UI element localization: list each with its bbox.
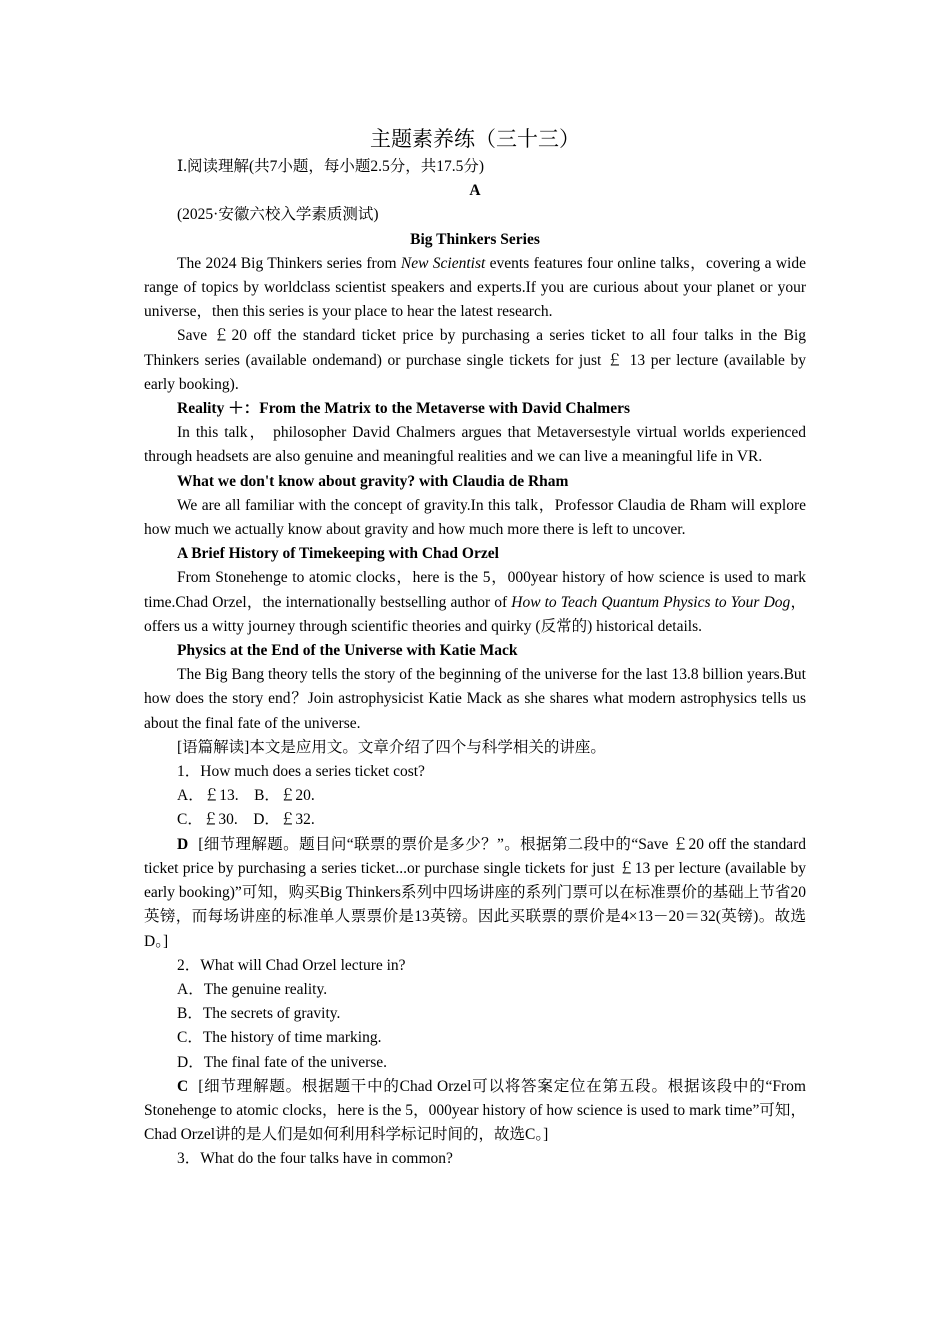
talk2-title: What we don't know about gravity? with Claudia de Rham <box>177 472 569 490</box>
talk1-text: In this talk， philosopher David Chalmers argues that Metaversestyle virtual worlds experienced through headsets are also genuine and meaningful realities and we can live a meaningful life in VR. <box>144 424 806 466</box>
question-1-answer <box>144 833 806 954</box>
question-3: 3．What do the four talks have in common? <box>177 1150 453 1168</box>
intro-paragraph <box>144 252 806 325</box>
talk3-paragraph <box>144 566 806 639</box>
section-heading: Ⅰ.阅读理解(共7小题，每小题2.5分，共17.5分) <box>177 158 485 175</box>
intro-text-a: The 2024 Big Thinkers series from <box>177 254 401 272</box>
talk3-title: A Brief History of Timekeeping with Chad Orzel <box>177 545 499 563</box>
talk3-book-title: How to Teach Quantum Physics to Your Dog <box>511 593 791 611</box>
answer-letter: C <box>177 1077 189 1095</box>
talk3-text-a: From Stonehenge to atomic clocks，here is the 5，000year history of how science is used to mark time.Chad Orzel，the internationally bestselling author of <box>144 569 806 611</box>
question-2-option-c: C．The history of time marking. <box>177 1029 382 1047</box>
talk4-title: Physics at the End of the Universe with Katie Mack <box>177 642 518 660</box>
analysis-note: [语篇解读]本文是应用文。文章介绍了四个与科学相关的讲座。 <box>177 738 606 756</box>
answer-explanation: [细节理解题。题目问“联票的票价是多少？”。根据第二段中的“Save ￡20 off the standard ticket price by purchasing a series ticket...or purchase single tickets for just ￡13 per lecture (available by early booking)”可知，购买Big Thinkers系列中四场讲座的系列门票可以在标准票价的基础上节省20英镑，而每场讲座的标准单人票票价是13英镑。因此买联票的票价是4×13－20＝32(英镑)。故选 D。] <box>144 835 806 950</box>
answer-explanation: [细节理解题。根据题干中的Chad Orzel可以将答案定位在第五段。根据该段中的“From Stonehenge to atomic clocks，here is the 5，000year history of how science is used to mark time”可知，Chad Orzel讲的是人们是如何利用科学标记时间的，故选C。] <box>144 1077 806 1144</box>
answer-letter: D <box>177 835 189 853</box>
talk2-text: We are all familiar with the concept of gravity.In this talk，Professor Claudia de Rham will explore how much we actually know about gravity and how much more there is left to uncover. <box>144 496 806 539</box>
question-1-options-row1: A．￡13. B．￡20. <box>177 787 315 805</box>
page-title: 主题素养练（三十三） <box>370 127 580 151</box>
source-note: (2025·安徽六校入学素质测试) <box>177 206 379 224</box>
talk1-title: Reality ＋：From the Matrix to the Metaverse with David Chalmers <box>177 400 630 418</box>
document-page <box>144 124 806 1172</box>
question-2: 2．What will Chad Orzel lecture in? <box>177 956 406 974</box>
talk4-text: The Big Bang theory tells the story of the beginning of the universe for the last 13.8 billion years.But how does the story end？Join astrophysicist Katie Mack as she shares what modern astrophysics tells us about the final fate of the universe. <box>144 666 806 732</box>
intro-text-b: events features four online talks，covering a wide range of topics by worldclass scientist speakers and experts.If you are curious about your planet or your universe，then this series is your place to hear the latest research. <box>144 254 806 321</box>
question-1-options-row2: C．￡30. D．￡32. <box>177 811 315 829</box>
intro-magazine-name: New Scientist <box>400 254 486 272</box>
question-2-answer <box>144 1075 806 1148</box>
part-label: A <box>469 182 481 200</box>
article-heading: Big Thinkers Series <box>410 230 540 248</box>
question-2-option-b: B．The secrets of gravity. <box>177 1005 341 1023</box>
talk3-text-b: ，offers us a witty journey through scientific theories and quirky (反常的) historical details. <box>144 593 806 635</box>
ticket-paragraph: Save ￡20 off the standard ticket price by purchasing a series ticket to all four talks in the Big Thinkers series (available ondemand) or purchase single tickets for just ￡ 13 per lecture (available by early booking). <box>144 327 806 393</box>
question-1: 1．How much does a series ticket cost? <box>177 763 425 781</box>
question-2-option-a: A．The genuine reality. <box>177 980 328 998</box>
question-2-option-d: D．The final fate of the universe. <box>177 1053 388 1071</box>
